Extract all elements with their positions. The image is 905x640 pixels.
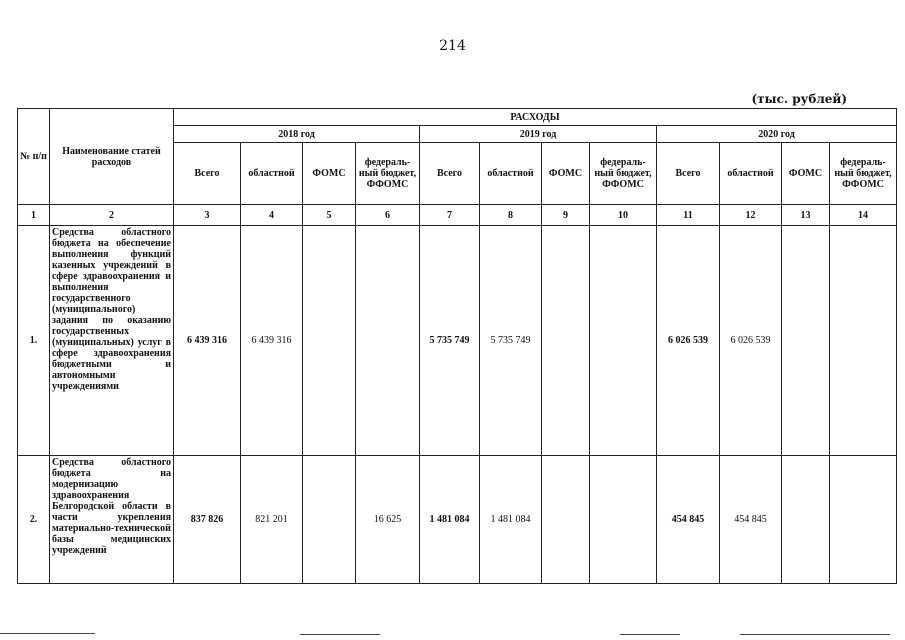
- col-number: 7: [420, 205, 480, 226]
- col-number: 3: [174, 205, 241, 226]
- col-number: 6: [356, 205, 420, 226]
- col-number: 11: [657, 205, 720, 226]
- cell-total-2020: 454 845: [657, 456, 720, 584]
- row-name: Средства областного бюджета на обеспечение выполнения функций казенных учреждений в сфере здравоохранения и выполнения государственного (муниципального) задания по оказанию государственных (муниципальных) услуг в сфере здравоохранения бюджетными и автономными учреждениями: [50, 226, 174, 456]
- cell-regional-2018: 821 201: [241, 456, 303, 584]
- col-number: 14: [830, 205, 897, 226]
- col-number: 4: [241, 205, 303, 226]
- scan-artifact-line: [300, 634, 380, 635]
- cell-regional-2020: 454 845: [720, 456, 782, 584]
- header-regional: областной: [480, 143, 542, 205]
- cell-foms-2019: [542, 456, 590, 584]
- cell-regional-2019: 1 481 084: [480, 456, 542, 584]
- cell-federal-2019: [590, 456, 657, 584]
- col-number: 1: [18, 205, 50, 226]
- cell-total-2019: 1 481 084: [420, 456, 480, 584]
- cell-foms-2018: [303, 456, 356, 584]
- cell-regional-2020: 6 026 539: [720, 226, 782, 456]
- scan-artifact-line: [620, 634, 680, 635]
- col-number: 2: [50, 205, 174, 226]
- cell-foms-2020: [782, 226, 830, 456]
- cell-total-2018: 837 826: [174, 456, 241, 584]
- header-year-2019: 2019 год: [420, 126, 657, 143]
- cell-regional-2018: 6 439 316: [241, 226, 303, 456]
- row-number: 1.: [18, 226, 50, 456]
- header-year-2018: 2018 год: [174, 126, 420, 143]
- header-regional: областной: [720, 143, 782, 205]
- cell-total-2018: 6 439 316: [174, 226, 241, 456]
- row-number: 2.: [18, 456, 50, 584]
- col-number: 10: [590, 205, 657, 226]
- header-total: Всего: [174, 143, 241, 205]
- col-number: 5: [303, 205, 356, 226]
- header-name: Наименование статей расходов: [50, 109, 174, 205]
- header-federal: федераль-ный бюджет, ФФОМС: [590, 143, 657, 205]
- scan-artifact-line: [0, 633, 95, 634]
- scan-artifact-line: [740, 634, 890, 635]
- cell-foms-2020: [782, 456, 830, 584]
- header-foms: ФОМС: [303, 143, 356, 205]
- header-number: № п/п: [18, 109, 50, 205]
- col-number: 8: [480, 205, 542, 226]
- cell-foms-2019: [542, 226, 590, 456]
- header-federal: федераль-ный бюджет, ФФОМС: [356, 143, 420, 205]
- cell-federal-2020: [830, 226, 897, 456]
- cell-federal-2018: [356, 226, 420, 456]
- col-number: 13: [782, 205, 830, 226]
- header-regional: областной: [241, 143, 303, 205]
- table-row: [18, 226, 897, 456]
- cell-federal-2020: [830, 456, 897, 584]
- expenses-table: [17, 108, 897, 584]
- cell-federal-2018: 16 625: [356, 456, 420, 584]
- cell-foms-2018: [303, 226, 356, 456]
- header-foms: ФОМС: [782, 143, 830, 205]
- cell-total-2020: 6 026 539: [657, 226, 720, 456]
- table-row: [18, 456, 897, 584]
- header-total: Всего: [420, 143, 480, 205]
- header-expenses: РАСХОДЫ: [174, 109, 897, 126]
- page-number: 214: [439, 38, 466, 54]
- cell-regional-2019: 5 735 749: [480, 226, 542, 456]
- header-federal: федераль-ный бюджет, ФФОМС: [830, 143, 897, 205]
- row-name: Средства областного бюджета на модернизацию здравоохранения Белгородской области в части укрепления материально-технической базы медицинских учреждений: [50, 456, 174, 584]
- units-label: (тыс. рублей): [751, 92, 847, 106]
- cell-total-2019: 5 735 749: [420, 226, 480, 456]
- header-foms: ФОМС: [542, 143, 590, 205]
- col-number: 12: [720, 205, 782, 226]
- header-year-2020: 2020 год: [657, 126, 897, 143]
- cell-federal-2019: [590, 226, 657, 456]
- header-total: Всего: [657, 143, 720, 205]
- col-number: 9: [542, 205, 590, 226]
